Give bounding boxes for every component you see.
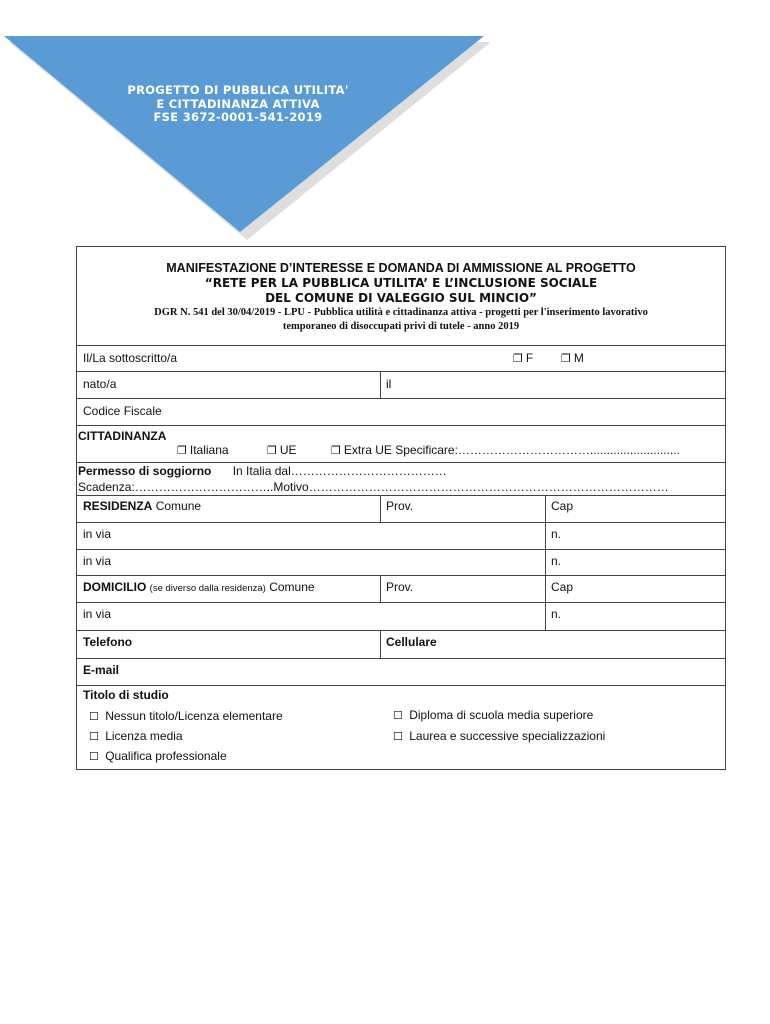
studio-option[interactable] [89, 709, 283, 724]
row-divider [77, 602, 725, 603]
nato-label: nato/a [83, 377, 117, 391]
italiana-option[interactable] [177, 443, 229, 458]
ue-label: UE [279, 443, 297, 457]
banner-triangle [0, 36, 490, 241]
checkbox-icon[interactable]: ❒ [177, 445, 187, 457]
cap-label: Cap [551, 499, 574, 513]
telefono-label: Telefono [83, 635, 133, 649]
permesso-label: Permesso di soggiorno [78, 464, 212, 478]
studio-option-label: Nessun titolo/Licenza elementare [105, 709, 283, 723]
residenza-row [83, 499, 201, 513]
row-divider [77, 371, 725, 372]
codice-fiscale-label: Codice Fiscale [83, 404, 162, 418]
checkbox-icon[interactable]: ☐ [89, 731, 99, 743]
row-divider [77, 398, 725, 399]
cap-label: Cap [551, 580, 574, 594]
domicilio-note: (se diverso dalla residenza) [149, 583, 266, 594]
checkbox-icon[interactable]: ❒ [561, 353, 571, 365]
titolo-studio-label: Titolo di studio [83, 688, 169, 702]
dgr-line-2: temporaneo di disoccupati privi di tutele - anno 2019 [282, 321, 520, 332]
n-label: n. [551, 607, 562, 621]
extra-ue-label: Extra UE Specificare:……………………………........................... [343, 443, 680, 457]
col-divider [380, 495, 381, 522]
comune-label: Comune [269, 580, 315, 594]
email-label: E-mail [83, 663, 120, 677]
sex-f-option[interactable] [513, 351, 533, 366]
in-via-label: in via [83, 607, 112, 621]
studio-option[interactable] [89, 729, 183, 744]
banner-title [98, 84, 378, 125]
form-subtitle-1: “RETE PER LA PUBBLICA UTILITA’ E L’INCLUSIONE SOCIALE [204, 276, 598, 290]
in-via-label: in via [83, 554, 112, 568]
studio-option[interactable] [393, 729, 605, 744]
row-divider [77, 549, 725, 550]
col-divider [545, 522, 546, 575]
extra-ue-option[interactable] [331, 443, 680, 458]
row-divider [77, 630, 725, 631]
form-header [77, 261, 725, 334]
comune-label: Comune [155, 499, 202, 513]
col-divider [380, 371, 381, 398]
studio-option-label: Laurea e successive specializzazioni [409, 729, 606, 743]
checkbox-icon[interactable]: ☐ [393, 710, 403, 722]
col-divider [380, 630, 381, 658]
ue-option[interactable] [267, 443, 297, 458]
sottoscritto-label: Il/La sottoscritto/a [83, 351, 178, 365]
sex-m-option[interactable] [561, 351, 584, 366]
banner-line-1: PROGETTO DI PUBBLICA UTILITA' [127, 83, 349, 97]
n-label: n. [551, 554, 562, 568]
studio-option[interactable] [89, 749, 227, 764]
application-form [76, 246, 726, 770]
form-subtitle-2: DEL COMUNE DI VALEGGIO SUL MINCIO” [265, 291, 537, 305]
il-label: il [386, 377, 392, 391]
col-divider [380, 575, 381, 602]
in-via-label: in via [83, 527, 112, 541]
studio-option[interactable] [393, 708, 593, 723]
checkbox-icon[interactable]: ❒ [331, 445, 341, 457]
permesso-row [78, 464, 447, 478]
row-divider [77, 658, 725, 659]
cittadinanza-label: CITTADINANZA [78, 429, 167, 443]
row-divider [77, 425, 725, 426]
dgr-line-1: DGR N. 541 del 30/04/2019 - LPU - Pubblica utilità e cittadinanza attiva - progetti per l'inserimento lavorativo [154, 307, 648, 318]
checkbox-icon[interactable]: ❒ [267, 445, 277, 457]
checkbox-icon[interactable]: ☐ [393, 731, 403, 743]
domicilio-row [83, 580, 315, 596]
checkbox-icon[interactable]: ☐ [89, 751, 99, 763]
col-divider [545, 495, 546, 522]
row-divider [77, 462, 725, 463]
form-title: MANIFESTAZIONE D’INTERESSE E DOMANDA DI AMMISSIONE AL PROGETTO [166, 261, 636, 275]
row-divider [77, 522, 725, 523]
col-divider [545, 575, 546, 630]
italiana-label: Italiana [189, 443, 229, 457]
banner-line-3: FSE 3672-0001-541-2019 [153, 110, 323, 124]
n-label: n. [551, 527, 562, 541]
row-divider [77, 685, 725, 686]
row-divider [77, 345, 725, 346]
checkbox-icon[interactable]: ☐ [89, 711, 99, 723]
studio-option-label: Licenza media [105, 729, 183, 743]
checkbox-icon[interactable]: ❒ [513, 353, 523, 365]
banner-line-2: E CITTADINANZA ATTIVA [156, 96, 320, 111]
scadenza-label: Scadenza:……………………………..Motivo……………………………………………………………………………… [78, 480, 669, 494]
prov-label: Prov. [386, 499, 414, 513]
cellulare-label: Cellulare [386, 635, 437, 649]
sex-f-label: F [525, 351, 534, 365]
row-divider [77, 575, 725, 576]
residenza-label: RESIDENZA [83, 499, 153, 513]
in-italia-label: In Italia dal………………………………… [232, 464, 447, 478]
studio-option-label: Qualifica professionale [105, 749, 227, 763]
row-divider [77, 495, 725, 496]
studio-option-label: Diploma di scuola media superiore [409, 708, 594, 722]
sex-m-label: M [573, 351, 584, 365]
prov-label: Prov. [386, 580, 414, 594]
domicilio-label: DOMICILIO [83, 580, 147, 594]
